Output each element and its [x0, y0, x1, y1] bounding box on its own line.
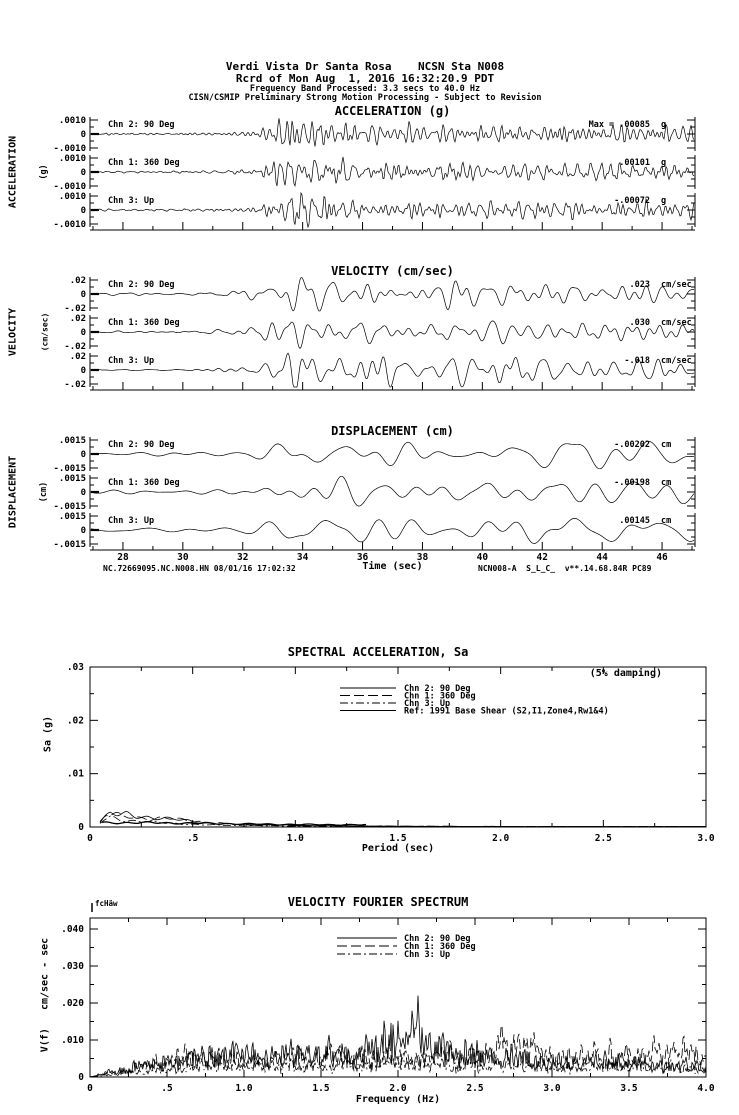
waveform-trace [91, 193, 694, 227]
report-title: Verdi Vista Dr Santa Rosa NCSN Sta N008 [225, 60, 505, 73]
time-tick-label: 34 [296, 552, 309, 563]
sa-plot [67, 662, 715, 844]
tick-label: -.0015 [53, 502, 86, 512]
tick-label: .5 [186, 833, 199, 844]
channel-label: Chn 3: Up [108, 356, 155, 366]
tick-label: 0 [87, 833, 93, 844]
time-tick-label: 32 [237, 552, 249, 563]
displacement-axis-unit: (cm) [39, 481, 49, 503]
tick-label: 0 [80, 450, 86, 460]
legend-label: Chn 2: 90 Deg [404, 934, 471, 944]
peak-value: .00101 [619, 158, 650, 168]
acceleration-axis-unit: (g) [39, 164, 49, 180]
sa-series [100, 812, 706, 826]
peak-unit: cm/sec [661, 356, 692, 366]
velocity-axis-unit: (cm/sec) [40, 312, 50, 352]
displacement-plot [53, 436, 695, 563]
time-tick-label: 40 [476, 552, 489, 563]
tick-label: .0010 [58, 154, 86, 164]
channel-label: Chn 1: 360 Deg [108, 318, 180, 328]
tick-label: 2.0 [389, 1083, 407, 1094]
peak-unit: g [661, 158, 667, 168]
channel-label: Chn 1: 360 Deg [108, 158, 180, 168]
sa-series [100, 811, 706, 826]
channel-label: Chn 2: 90 Deg [108, 440, 175, 450]
waveform-trace [91, 441, 694, 469]
time-tick-label: 42 [536, 552, 548, 563]
legend-label: Chn 1: 360 Deg [404, 691, 476, 702]
tick-label: 0 [80, 526, 86, 536]
peak-unit: g [661, 120, 667, 130]
tick-label: 0 [87, 1083, 93, 1094]
tick-label: 0 [80, 328, 86, 338]
tick-label: .03 [66, 662, 84, 673]
time-axis-label: Time (sec) [362, 561, 423, 572]
peak-unit: cm [661, 440, 672, 450]
tick-label: .02 [69, 352, 86, 362]
tick-label: .030 [61, 961, 84, 972]
tick-label: .020 [61, 998, 84, 1009]
tick-label: -.0010 [53, 144, 86, 154]
displacement-axis-label: DISPLACEMENT [7, 455, 19, 529]
fourier-chart-title: VELOCITY FOURIER SPECTRUM [287, 895, 469, 909]
channel-label: Chn 1: 360 Deg [108, 478, 180, 488]
tick-label: 4.0 [697, 1083, 715, 1094]
waveform-trace [91, 321, 694, 349]
tick-label: 0 [78, 1072, 84, 1083]
tick-label: 1.0 [235, 1083, 253, 1094]
tick-label: -.0010 [53, 220, 86, 230]
sa-series [100, 816, 706, 827]
record-datetime: Rcrd of Mon Aug 1, 2016 16:32:20.9 PDT [235, 72, 495, 85]
tick-label: 0 [80, 206, 86, 216]
time-tick-label: 28 [117, 552, 129, 563]
time-tick-label: 30 [177, 552, 189, 563]
tick-label: -.0015 [53, 540, 86, 550]
tick-label: 0 [78, 822, 84, 833]
displacement-section-title: DISPLACEMENT (cm) [331, 424, 454, 438]
damping-note: (5% damping) [589, 668, 662, 679]
legend-label: Chn 3: Up [404, 950, 451, 960]
acceleration-section-title: ACCELERATION (g) [334, 104, 451, 118]
tick-label: .01 [66, 768, 84, 780]
time-tick-label: 46 [656, 552, 668, 563]
tick-label: -.02 [64, 342, 86, 352]
peak-unit: g [661, 196, 667, 206]
waveform-trace [91, 157, 694, 186]
tick-label: -.02 [64, 380, 86, 390]
peak-unit: cm/sec [661, 318, 692, 328]
acceleration-axis-label: ACCELERATION [7, 135, 19, 209]
peak-value: -.00198 [614, 478, 650, 488]
velocity-axis-label: VELOCITY [7, 307, 19, 357]
peak-value: -.00072 [614, 196, 650, 206]
tick-label: .0010 [58, 192, 86, 202]
channel-label: Chn 2: 90 Deg [108, 120, 175, 130]
waveform-trace [91, 476, 694, 506]
tick-label: .0010 [58, 116, 86, 126]
tick-label: .0015 [58, 436, 86, 446]
peak-value: -.00202 [614, 440, 650, 450]
peak-unit: cm/sec [661, 280, 692, 290]
tick-label: 0 [80, 290, 86, 300]
tick-label: -.02 [64, 304, 86, 314]
tick-label: .010 [61, 1035, 84, 1046]
channel-label: Chn 3: Up [108, 516, 155, 526]
tick-label: 2.5 [594, 833, 612, 844]
sa-x-axis-label: Period (sec) [361, 843, 435, 854]
tick-label: .02 [69, 276, 86, 286]
peak-value: -.018 [624, 356, 650, 366]
acceleration-plot [53, 116, 695, 230]
tick-label: .040 [61, 924, 84, 935]
sa-chart-title: SPECTRAL ACCELERATION, Sa [287, 645, 469, 659]
tick-label: 2.0 [492, 833, 510, 844]
tick-label: .5 [161, 1083, 173, 1094]
fourier-y-axis-label: V(f) cm/sec - sec [39, 937, 51, 1053]
tick-label: 1.0 [286, 833, 304, 844]
tick-label: 3.0 [543, 1083, 561, 1094]
waveform-trace [91, 518, 694, 543]
tick-label: 3.5 [620, 1083, 638, 1094]
waveform-trace [91, 353, 694, 387]
tick-label: 2.5 [466, 1083, 484, 1094]
legend-label: Ref: 1991 Base Shear (S2,I1,Zone4,Rw1&4) [404, 706, 609, 717]
record-id-footer: NC.72669095.NC.N008.HN 08/01/16 17:02:32 [103, 564, 296, 573]
tick-label: .02 [69, 314, 86, 324]
peak-unit: cm [661, 478, 672, 488]
filter-corner-marker-label: fcHäw [95, 899, 118, 908]
tick-label: 1.5 [389, 833, 407, 844]
tick-label: 1.5 [312, 1083, 330, 1094]
peak-value: .030 [629, 318, 650, 328]
fourier-x-axis-label: Frequency (Hz) [355, 1094, 441, 1105]
velocity-plot [64, 276, 695, 390]
legend-label: Chn 3: Up [404, 699, 451, 709]
processing-id-footer: NCN008-A S_L_C_ v**.14.68.84R PC89 [478, 564, 652, 573]
velocity-section-title: VELOCITY (cm/sec) [331, 264, 454, 278]
tick-label: 0 [80, 366, 86, 376]
channel-label: Chn 3: Up [108, 196, 155, 206]
tick-label: 3.0 [697, 833, 715, 844]
legend-label: Chn 2: 90 Deg [404, 684, 471, 694]
waveform-trace [91, 278, 694, 311]
tick-label: .0015 [58, 474, 86, 484]
peak-unit: cm [661, 516, 672, 526]
time-tick-label: 36 [356, 552, 369, 563]
tick-label: 0 [80, 488, 86, 498]
tick-label: 0 [80, 130, 86, 140]
peak-value: Max = .00085 [588, 120, 650, 130]
channel-label: Chn 2: 90 Deg [108, 280, 175, 290]
peak-value: .023 [629, 280, 650, 290]
peak-value: .00145 [619, 516, 650, 526]
tick-label: .02 [66, 715, 84, 727]
time-tick-label: 38 [416, 552, 429, 563]
sa-y-axis-label: Sa (g) [42, 715, 54, 753]
time-tick-label: 44 [596, 552, 608, 563]
tick-label: .0015 [58, 512, 86, 522]
frequency-band-note: Frequency Band Processed: 3.3 secs to 40.0 Hz [249, 84, 481, 94]
tick-label: 0 [80, 168, 86, 178]
fourier-series [90, 1025, 706, 1077]
fourier-plot [61, 903, 715, 1094]
tick-label: -.0015 [53, 464, 86, 474]
processing-disclaimer: CISN/CSMIP Preliminary Strong Motion Processing - Subject to Revision [188, 93, 542, 103]
tick-label: -.0010 [53, 182, 86, 192]
legend-label: Chn 1: 360 Deg [404, 942, 476, 952]
